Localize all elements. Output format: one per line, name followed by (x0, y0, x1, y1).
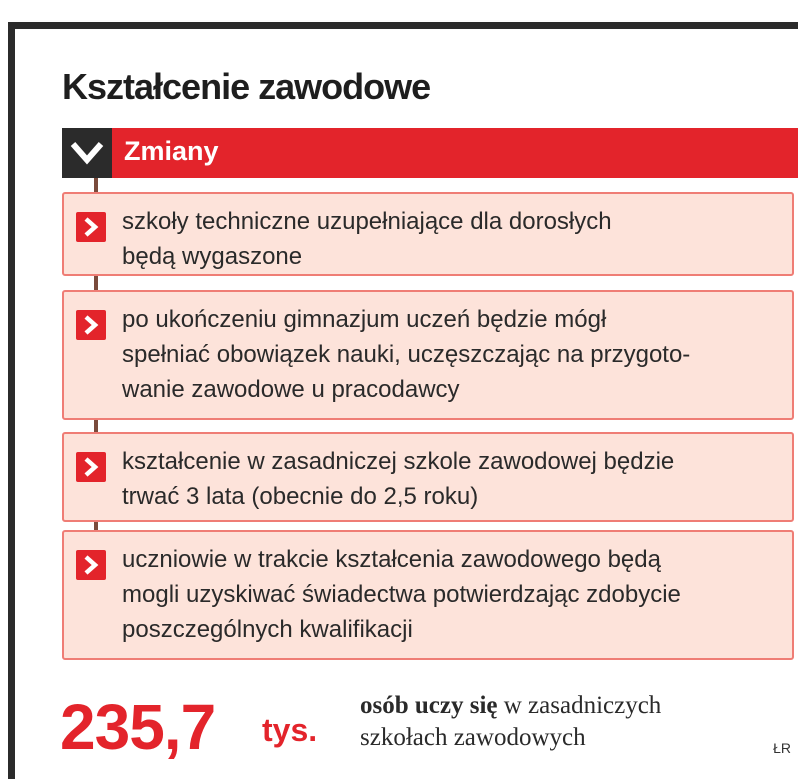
list-item (62, 530, 794, 660)
chevron-right-icon (76, 310, 106, 340)
list-item-text: uczniowie w trakcie kształcenia zawodowego będą mogli uzyskiwać świadectwa potwierdzając zdobycie poszczególnych kwalifikacji (122, 546, 681, 643)
stat-number: 235,7 (60, 691, 216, 763)
page-title: Kształcenie zawodowe (62, 66, 431, 107)
stat-unit: tys. (262, 712, 318, 748)
stat-description-bold: osób uczy się (360, 692, 498, 719)
section-title: Zmiany (124, 136, 219, 166)
list-item-text: kształcenie w zasadniczej szkole zawodowej będzie trwać 3 lata (obecnie do 2,5 roku) (122, 448, 675, 510)
chevron-right-icon (76, 212, 106, 242)
list-item (62, 290, 794, 420)
chevron-down-icon (62, 128, 112, 178)
chevron-right-icon (76, 452, 106, 482)
stat-description (360, 690, 661, 754)
stat-description-rest: w zasadniczych (497, 692, 662, 719)
stat-description-line2: szkołach zawodowych (360, 724, 586, 751)
list-item-text: po ukończeniu gimnazjum uczeń będzie mógł spełniać obowiązek nauki, uczęszczając na przygoto- wanie zawodowe u pracodawcy (122, 306, 691, 403)
list-item (62, 192, 794, 276)
list-item-text: szkoły techniczne uzupełniające dla dorosłych będą wygaszone (122, 208, 612, 270)
frame-left-bar (8, 22, 15, 779)
list-item (62, 432, 794, 522)
frame-top-bar (8, 22, 798, 29)
chevron-right-icon (76, 550, 106, 580)
author-credit: ŁR (773, 740, 791, 756)
